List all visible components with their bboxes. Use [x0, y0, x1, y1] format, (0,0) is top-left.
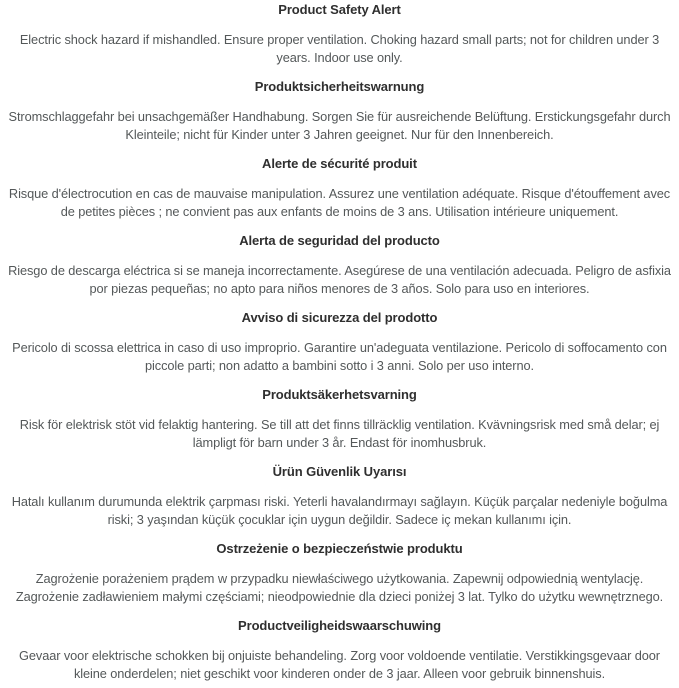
alert-body-fr: Risque d'électrocution en cas de mauvaise manipulation. Assurez une ventilation adéquate. Risque d'étouffement avec de petites pièces ; ne convient pas aux enfants de moins de 3 ans. Utilisation intérieure uniquement. — [8, 186, 671, 219]
alert-body-sv: Risk för elektrisk stöt vid felaktig hantering. Se till att det finns tillräcklig ventilation. Kvävningsrisk med små delar; ej lämpligt för barn under 3 år. Endast för inomhusbruk. — [19, 417, 660, 450]
alert-section-fr — [7, 155, 672, 221]
alert-title-de: Produktsicherheitswarnung — [254, 79, 425, 94]
alert-title-it: Avviso di sicurezza del prodotto — [241, 310, 438, 325]
alert-title-es: Alerta de seguridad del producto — [239, 233, 440, 248]
alert-body-nl: Gevaar voor elektrische schokken bij onjuiste behandeling. Zorg voor voldoende ventilatie. Verstikkingsgevaar door kleine onderdelen; niet geschikt voor kinderen onder de 3 jaar. Alleen voor gebruik binnenshuis. — [19, 648, 660, 681]
alert-title-sv: Produktsäkerhetsvarning — [262, 387, 417, 402]
alert-section-sv — [7, 386, 672, 452]
alert-section-en — [7, 1, 672, 67]
alert-body-pl: Zagrożenie porażeniem prądem w przypadku niewłaściwego użytkowania. Zapewnij odpowiednią wentylację. Zagrożenie zadławieniem małymi częściami; nieodpowiednie dla dzieci poniżej 3 lat. Tylko do użytku wewnętrznego. — [15, 571, 664, 604]
alert-body-it: Pericolo di scossa elettrica in caso di uso improprio. Garantire un'adeguata ventilazione. Pericolo di soffocamento con piccole parti; non adatto a bambini sotto i 3 anni. Solo per uso interno. — [12, 340, 667, 373]
alert-title-pl: Ostrzeżenie o bezpieczeństwie produktu — [216, 541, 463, 556]
alert-body-tr: Hatalı kullanım durumunda elektrik çarpması riski. Yeterli havalandırmayı sağlayın. Küçük parçalar nedeniyle boğulma riski; 3 yaşından küçük çocuklar için uygun değildir. Sadece iç mekan kullanımı için. — [11, 494, 668, 527]
alert-title-en: Product Safety Alert — [278, 2, 401, 17]
alert-section-it — [7, 309, 672, 375]
alert-title-nl: Productveiligheidswaarschuwing — [238, 618, 441, 633]
alert-body-es: Riesgo de descarga eléctrica si se maneja incorrectamente. Asegúrese de una ventilación adecuada. Peligro de asfixia por piezas pequeñas; no apto para niños menores de 3 años. Solo para uso en interiores. — [8, 263, 671, 296]
alert-section-nl — [7, 617, 672, 683]
alert-title-fr: Alerte de sécurité produit — [262, 156, 417, 171]
alert-section-es — [7, 232, 672, 298]
alert-section-tr — [7, 463, 672, 529]
alert-title-tr: Ürün Güvenlik Uyarısı — [272, 464, 407, 479]
alert-body-en: Electric shock hazard if mishandled. Ensure proper ventilation. Choking hazard small parts; not for children under 3 years. Indoor use only. — [19, 32, 660, 65]
alert-section-de — [7, 78, 672, 144]
alert-body-de: Stromschlaggefahr bei unsachgemäßer Handhabung. Sorgen Sie für ausreichende Belüftung. Erstickungsgefahr durch Kleinteile; nicht für Kinder unter 3 Jahren geeignet. Nur für den Innenbereich. — [8, 109, 671, 142]
alert-section-pl — [7, 540, 672, 606]
